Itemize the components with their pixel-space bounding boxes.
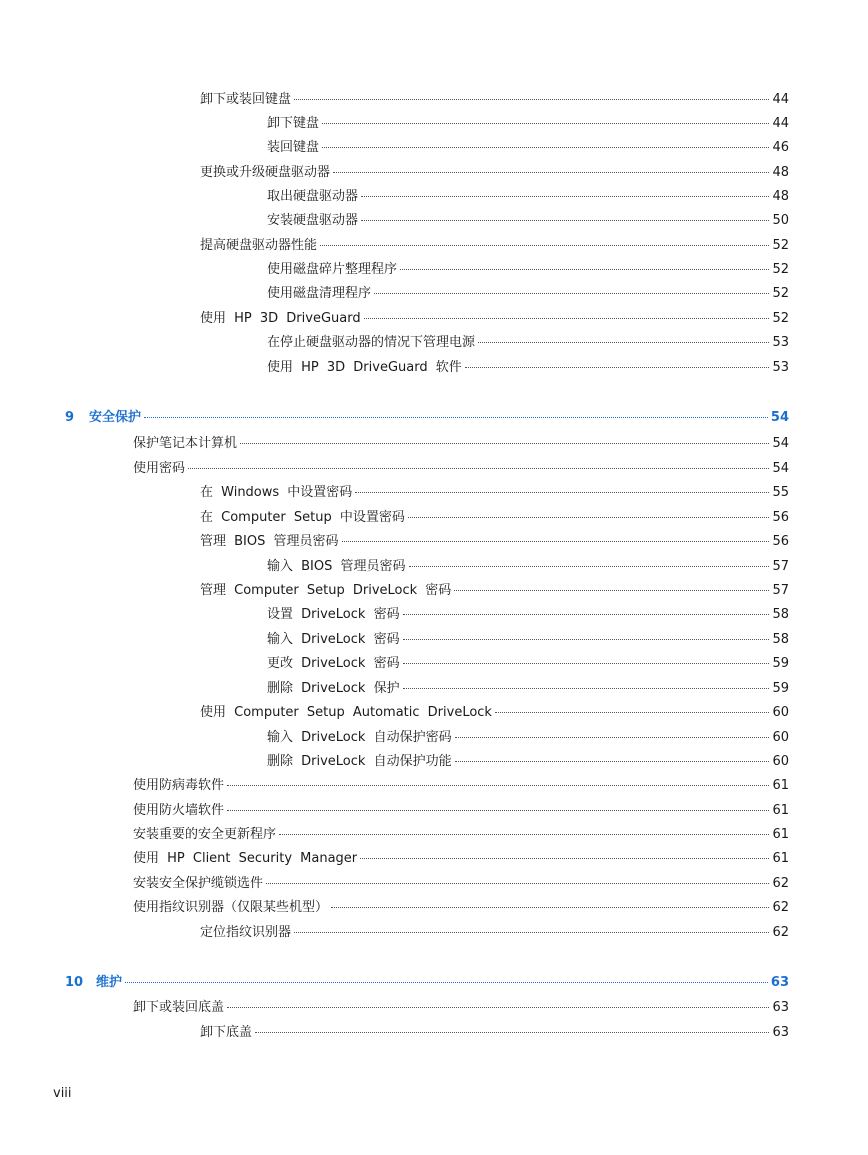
dot-leader	[403, 674, 770, 689]
toc-entry-label: 更改 DriveLock 密码	[267, 656, 400, 671]
toc-entry-label: 安装重要的安全更新程序	[133, 827, 277, 842]
toc-entry-label: 设置 DriveLock 密码	[267, 607, 400, 622]
toc-entry-page: 44	[772, 116, 789, 131]
toc-entry-label: 在停止硬盘驱动器的情况下管理电源	[267, 335, 476, 350]
toc-entry[interactable]	[267, 652, 789, 673]
toc-entry-page: 63	[772, 1025, 789, 1040]
dot-leader	[409, 552, 770, 567]
dot-leader	[294, 85, 769, 100]
toc-entry[interactable]	[267, 628, 789, 649]
toc-entry-label: 使用 HP 3D DriveGuard 软件	[267, 360, 462, 375]
toc-entry-page: 63	[772, 1000, 789, 1015]
toc-entry-page: 52	[772, 262, 789, 277]
toc-entry-page: 52	[772, 311, 789, 326]
dot-leader	[227, 993, 769, 1008]
toc-chapter-entry[interactable]	[65, 406, 789, 427]
toc-entry-page: 52	[772, 286, 789, 301]
toc-entry[interactable]	[267, 136, 789, 157]
toc-entry-page: 54	[770, 410, 789, 425]
toc-entry-page: 57	[772, 559, 789, 574]
toc-entry[interactable]	[200, 506, 789, 527]
toc-entry-page: 59	[772, 681, 789, 696]
toc-entry-label: 删除 DriveLock 自动保护功能	[267, 754, 452, 769]
dot-leader	[361, 206, 769, 221]
toc-entry-page: 60	[772, 754, 789, 769]
toc-entry-page: 48	[772, 165, 789, 180]
toc-entry-label: 使用防火墙软件	[133, 803, 225, 818]
dot-leader	[342, 527, 770, 542]
toc-entry[interactable]	[200, 88, 789, 109]
toc-entry[interactable]	[267, 677, 789, 698]
toc-entry[interactable]	[200, 579, 789, 600]
dot-leader	[227, 771, 769, 786]
dot-leader	[125, 968, 768, 983]
toc-entry-label: 卸下或装回键盘	[200, 92, 292, 107]
chapter-number: 9	[65, 410, 75, 425]
toc-entry-page: 54	[772, 436, 789, 451]
toc-entry[interactable]	[200, 701, 789, 722]
toc-entry-page: 58	[772, 632, 789, 647]
dot-leader	[465, 353, 770, 368]
page-number: viii	[53, 1086, 72, 1101]
dot-leader	[266, 869, 769, 884]
toc-entry-label: 管理 Computer Setup DriveLock 密码	[200, 583, 452, 598]
toc-entry[interactable]	[200, 921, 789, 942]
toc-entry-page: 62	[772, 876, 789, 891]
dot-leader	[400, 255, 769, 270]
toc-entry-label: 保护笔记本计算机	[133, 436, 238, 451]
toc-entry-label: 定位指纹识别器	[200, 925, 292, 940]
toc-entry-page: 46	[772, 140, 789, 155]
toc-entry-page: 48	[772, 189, 789, 204]
dot-leader	[279, 820, 769, 835]
dot-leader	[188, 454, 769, 469]
chapter-number: 10	[65, 975, 84, 990]
toc-entry-label: 输入 DriveLock 密码	[267, 632, 400, 647]
dot-leader	[364, 304, 770, 319]
toc-entry-page: 56	[772, 510, 789, 525]
dot-leader	[455, 747, 770, 762]
toc-entry[interactable]	[267, 555, 789, 576]
dot-leader	[360, 844, 769, 859]
toc-entry-label: 在 Computer Setup 中设置密码	[200, 510, 405, 525]
dot-leader	[320, 231, 769, 246]
toc-entry-label: 使用 HP Client Security Manager	[133, 851, 358, 866]
toc-entry-label: 使用密码	[133, 461, 186, 476]
dot-leader	[361, 182, 769, 197]
toc-entry-label: 卸下键盘	[267, 116, 320, 131]
dot-leader	[478, 328, 769, 343]
toc-entry-label: 使用磁盘碎片整理程序	[267, 262, 398, 277]
toc-entry-label: 安装硬盘驱动器	[267, 213, 359, 228]
toc-entry-label: 装回键盘	[267, 140, 320, 155]
toc-entry-label: 使用防病毒软件	[133, 778, 225, 793]
toc-entry-label: 输入 DriveLock 自动保护密码	[267, 730, 452, 745]
toc-entry[interactable]	[133, 432, 789, 453]
toc-entry-page: 54	[772, 461, 789, 476]
toc-entry-label: 取出硬盘驱动器	[267, 189, 359, 204]
toc-entry-page: 61	[772, 778, 789, 793]
dot-leader	[403, 649, 770, 664]
dot-leader	[455, 723, 770, 738]
toc-entry-label: 维护	[96, 975, 123, 990]
dot-leader	[333, 158, 769, 173]
toc-entry[interactable]	[200, 1021, 789, 1042]
dot-leader	[255, 1018, 769, 1033]
toc-entry[interactable]	[267, 112, 789, 133]
toc-entry-page: 50	[772, 213, 789, 228]
toc-entry[interactable]	[267, 209, 789, 230]
toc-entry[interactable]	[133, 823, 789, 844]
toc-entry[interactable]	[267, 750, 789, 771]
toc-entry[interactable]	[267, 185, 789, 206]
dot-leader	[144, 403, 768, 418]
toc-entry[interactable]	[133, 996, 789, 1017]
toc-entry[interactable]	[267, 726, 789, 747]
toc-entry-page: 44	[772, 92, 789, 107]
dot-leader	[408, 503, 770, 518]
dot-leader	[294, 918, 769, 933]
toc-entry[interactable]	[133, 774, 789, 795]
dot-leader	[322, 109, 769, 124]
toc-entry[interactable]	[267, 258, 789, 279]
toc-entry-label: 管理 BIOS 管理员密码	[200, 534, 339, 549]
dot-leader	[227, 796, 769, 811]
toc-entry-page: 59	[772, 656, 789, 671]
toc-entry-page: 62	[772, 900, 789, 915]
toc-entry[interactable]	[267, 356, 789, 377]
dot-leader	[403, 625, 770, 640]
dot-leader	[240, 429, 769, 444]
toc-entry-page: 53	[772, 360, 789, 375]
toc-entry[interactable]	[267, 282, 789, 303]
toc-entry-label: 使用磁盘清理程序	[267, 286, 372, 301]
toc-entry[interactable]	[200, 481, 789, 502]
toc-entry-page: 58	[772, 607, 789, 622]
toc-entry-label: 卸下或装回底盖	[133, 1000, 225, 1015]
toc-entry[interactable]	[133, 799, 789, 820]
toc-entry[interactable]	[267, 603, 789, 624]
toc-entry-page: 61	[772, 803, 789, 818]
toc-entry[interactable]	[133, 457, 789, 478]
toc-entry-label: 删除 DriveLock 保护	[267, 681, 400, 696]
toc-entry[interactable]	[133, 847, 789, 868]
toc-entry-label: 使用指纹识别器（仅限某些机型）	[133, 900, 329, 915]
toc-entry-label: 更换或升级硬盘驱动器	[200, 165, 331, 180]
toc-entry-page: 52	[772, 238, 789, 253]
dot-leader	[331, 893, 769, 908]
toc-entry-label: 使用 Computer Setup Automatic DriveLock	[200, 705, 492, 720]
dot-leader	[454, 576, 769, 591]
toc-entry-label: 提高硬盘驱动器性能	[200, 238, 318, 253]
toc-entry-label: 安装安全保护缆锁选件	[133, 876, 264, 891]
dot-leader	[403, 600, 770, 615]
toc-entry-page: 61	[772, 851, 789, 866]
toc-entry-page: 61	[772, 827, 789, 842]
toc-entry-page: 60	[772, 705, 789, 720]
dot-leader	[355, 478, 769, 493]
toc-entry-page: 60	[772, 730, 789, 745]
toc-entry[interactable]	[133, 896, 789, 917]
toc-chapter-entry[interactable]	[65, 971, 789, 992]
toc-entry-label: 卸下底盖	[200, 1025, 253, 1040]
toc-entry-label: 使用 HP 3D DriveGuard	[200, 311, 361, 326]
dot-leader	[495, 698, 769, 713]
toc-entry-label: 输入 BIOS 管理员密码	[267, 559, 406, 574]
toc-entry-page: 56	[772, 534, 789, 549]
toc-entry[interactable]	[200, 161, 789, 182]
toc-entry[interactable]	[267, 331, 789, 352]
dot-leader	[374, 279, 769, 294]
toc-entry-page: 53	[772, 335, 789, 350]
toc-entry[interactable]	[200, 530, 789, 551]
toc-entry-label: 安全保护	[89, 410, 142, 425]
toc-entry-page: 62	[772, 925, 789, 940]
toc-entry-page: 63	[770, 975, 789, 990]
toc-entry[interactable]	[200, 234, 789, 255]
dot-leader	[322, 133, 769, 148]
toc-entry-page: 57	[772, 583, 789, 598]
toc-entry[interactable]	[200, 307, 789, 328]
toc-entry-label: 在 Windows 中设置密码	[200, 485, 353, 500]
toc-entry-page: 55	[772, 485, 789, 500]
toc-entry[interactable]	[133, 872, 789, 893]
